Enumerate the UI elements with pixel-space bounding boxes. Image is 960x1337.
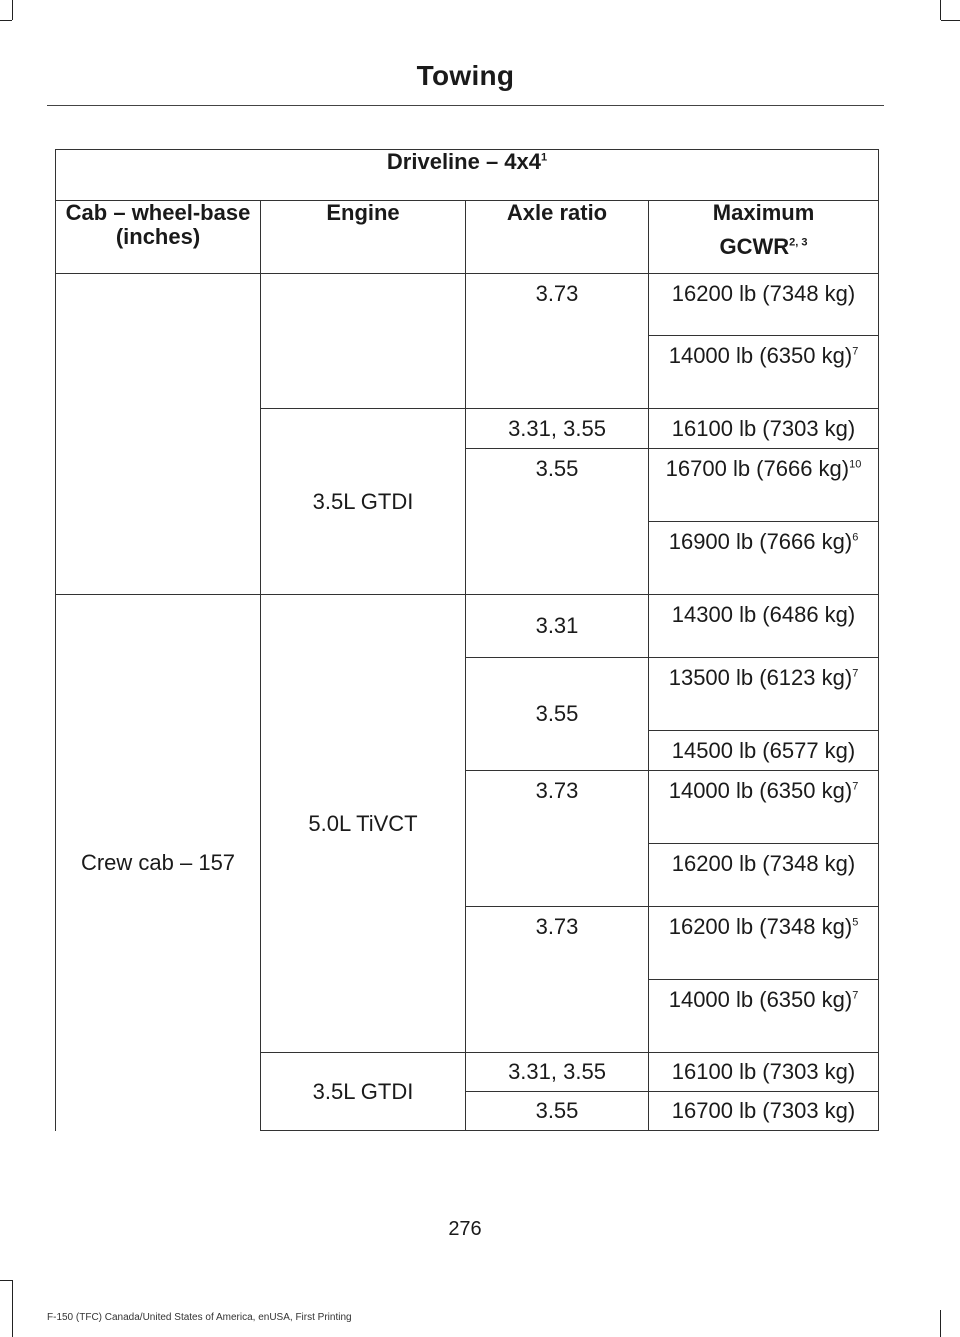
footnote-ref: 2, 3 (789, 236, 808, 249)
table-row (56, 274, 879, 336)
axle-ratio-cell: 3.31, 3.55 (466, 409, 649, 449)
column-header-engine: Engine (261, 201, 466, 274)
header-divider (47, 105, 884, 106)
axle-ratio-cell: 3.31, 3.55 (466, 1053, 649, 1092)
table-title: Driveline – $4x4^1$ (56, 150, 879, 201)
footnote-ref: 10 (849, 458, 862, 471)
crop-mark (941, 20, 960, 21)
cab-cell: Crew cab – 157 (56, 595, 261, 1131)
gcwr-cell: 13500 lb (6123 kg)$^7$ (649, 658, 879, 731)
gcwr-cell: 14000 lb (6350 kg)$^7$ (649, 771, 879, 844)
axle-ratio-cell: 3.55 (466, 449, 649, 595)
footnote-ref: 7 (852, 989, 859, 1002)
gcwr-cell: 16100 lb (7303 kg) (649, 409, 879, 449)
footnote-ref: 7 (852, 667, 859, 680)
footnote-ref: 5 (852, 916, 859, 929)
crop-mark (940, 1310, 941, 1337)
column-header-max-gcwr: Maximum GCWR$^{2, 3}$ (649, 201, 879, 274)
gcwr-cell: 16100 lb (7303 kg) (649, 1053, 879, 1092)
page-title: Towing (416, 60, 515, 91)
axle-ratio-cell: 3.31 (466, 595, 649, 658)
publication-footer: F-150 (TFC) Canada/United States of America, enUSA, First Printing (47, 1312, 352, 1323)
gcwr-cell: 16200 lb (7348 kg) (649, 844, 879, 907)
crop-mark (940, 0, 941, 20)
axle-ratio-cell: 3.55 (466, 658, 649, 771)
footnote-ref: 6 (852, 531, 859, 544)
gcwr-cell: 16200 lb (7348 kg) (649, 274, 879, 336)
crop-mark (12, 0, 13, 20)
page-number: 276 (448, 1218, 482, 1240)
engine-cell (261, 274, 466, 409)
footnote-ref: 1 (541, 151, 548, 164)
axle-ratio-cell: 3.73 (466, 274, 649, 409)
footnote-ref: 7 (852, 780, 859, 793)
gcwr-cell: 16700 lb (7303 kg) (649, 1092, 879, 1131)
crop-mark (0, 1280, 12, 1281)
footnote-ref: 7 (852, 345, 859, 358)
gcwr-cell: 16200 lb (7348 kg)$^5$ (649, 907, 879, 980)
crop-mark (0, 20, 12, 21)
column-header-cab: Cab – wheel-base (inches) (56, 201, 261, 274)
engine-cell: 5.0L TiVCT (261, 595, 466, 1053)
towing-table (55, 149, 879, 1131)
gcwr-cell: 16900 lb (7666 kg)$^6$ (649, 522, 879, 595)
axle-ratio-cell: 3.73 (466, 907, 649, 1053)
engine-cell: 3.5L GTDI (261, 409, 466, 595)
cab-cell (56, 274, 261, 595)
gcwr-cell: 14300 lb (6486 kg) (649, 595, 879, 658)
gcwr-cell: 14000 lb (6350 kg)$^7$ (649, 336, 879, 409)
column-header-axle-ratio: Axle ratio (466, 201, 649, 274)
gcwr-cell: 14000 lb (6350 kg)$^7$ (649, 980, 879, 1053)
engine-cell: 3.5L GTDI (261, 1053, 466, 1131)
table-row (56, 595, 879, 658)
crop-mark (12, 1280, 13, 1337)
gcwr-cell: 14500 lb (6577 kg) (649, 731, 879, 771)
axle-ratio-cell: 3.73 (466, 771, 649, 907)
axle-ratio-cell: 3.55 (466, 1092, 649, 1131)
gcwr-cell: 16700 lb (7666 kg)$^{10}$ (649, 449, 879, 522)
